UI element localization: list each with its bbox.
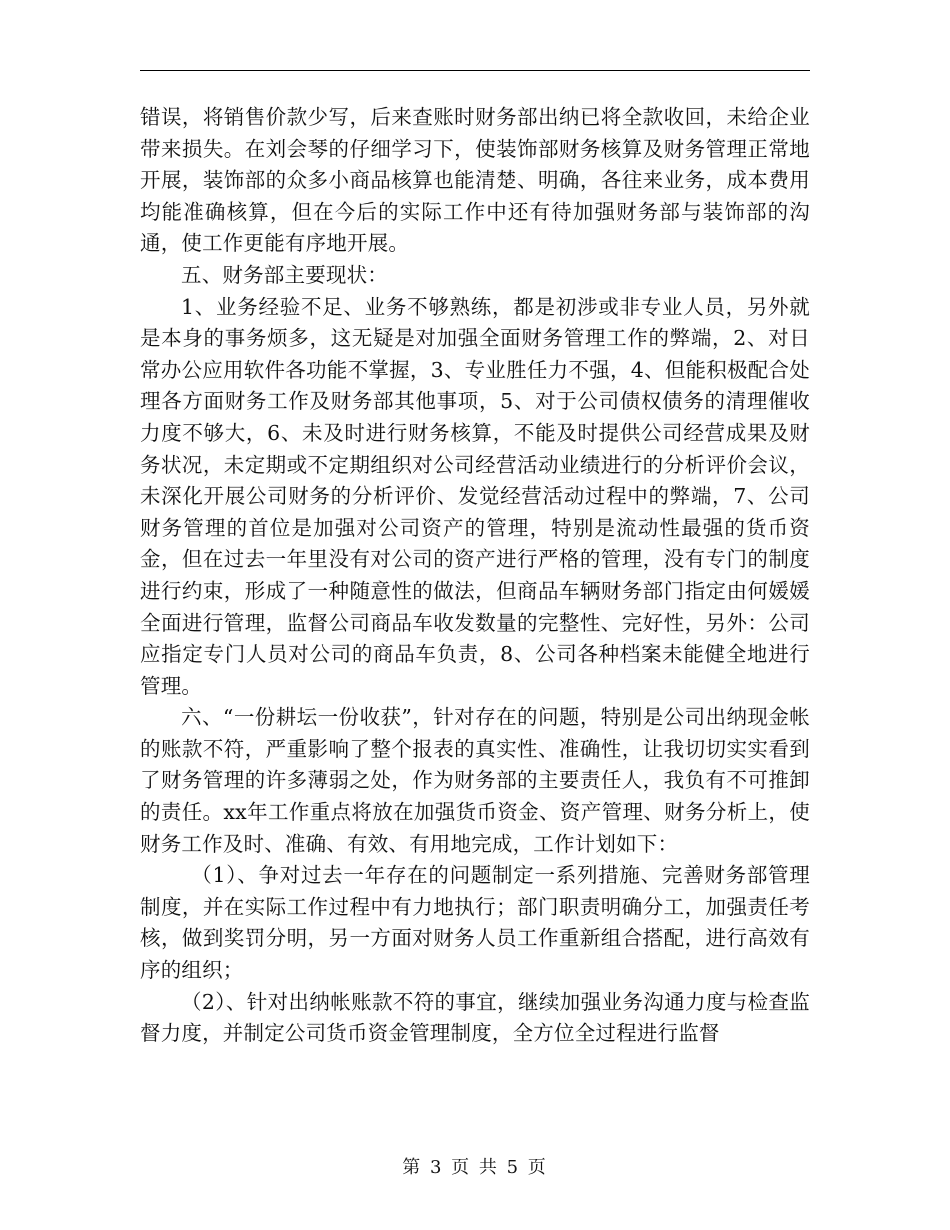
section-heading-six: 六、“一份耕坛一份收获”，针对存在的问题，特别是公司出纳现金帐的账款不符，严重影响了整个报表的真实性、准确性，让我切切实实看到了财务管理的许多薄弱之处，作为财务部的主要责任人，我负有不可推卸的责任。xx年工作重点将放在加强货币资金、资产管理、财务分析上，使财务工作及时、准确、有效、有用地完成，工作计划如下：	[140, 705, 810, 856]
paragraph-continuation: 错误，将销售价款少写，后来查账时财务部出纳已将全款收回，未给企业带来损失。在刘会琴的仔细学习下，使装饰部财务核算及财务管理正常地开展，装饰部的众多小商品核算也能清楚、明确，各往来业务，成本费用均能准确核算，但在今后的实际工作中还有待加强财务部与装饰部的沟通，使工作更能有序地开展。	[140, 105, 810, 256]
document-body	[140, 102, 810, 1050]
section-heading-five: 五、财务部主要现状：	[181, 262, 388, 287]
plan-item-1: （1）、争对过去一年存在的问题制定一系列措施、完善财务部管理制度，并在实际工作过程中有力地执行；部门职责明确分工，加强责任考核，做到奖罚分明，另一方面对财务人员工作重新组合搭配，进行高效有序的组织；	[140, 863, 810, 983]
plan-item-2: （2）、针对出纳帐账款不符的事宜，继续加强业务沟通力度与检查监督力度，并制定公司货币资金管理制度，全方位全过程进行监督	[140, 989, 810, 1046]
header-rule	[140, 70, 810, 71]
page-number: 第 3 页 共 5 页	[402, 1157, 548, 1178]
paragraph-current-status: 1、业务经验不足、业务不够熟练，都是初涉或非专业人员，另外就是本身的事务烦多，这无疑是对加强全面财务管理工作的弊端，2、对日常办公应用软件各功能不掌握，3、专业胜任力不强，4、但能积极配合处理各方面财务工作及财务部其他事项，5、对于公司债权债务的清理催收力度不够大，6、未及时进行财务核算，不能及时提供公司经营成果及财务状况，未定期或不定期组织对公司经营活动业绩进行的分析评价会议，未深化开展公司财务的分析评价、发觉经营活动过程中的弊端，7、公司财务管理的首位是加强对公司资产的管理，特别是流动性最强的货币资金，但在过去一年里没有对公司的资产进行严格的管理，没有专门的制度进行约束，形成了一种随意性的做法，但商品车辆财务部门指定由何媛媛全面进行管理，监督公司商品车收发数量的完整性、完好性，另外：公司应指定专门人员对公司的商品车负责，8、公司各种档案未能健全地进行管理。	[140, 294, 810, 698]
